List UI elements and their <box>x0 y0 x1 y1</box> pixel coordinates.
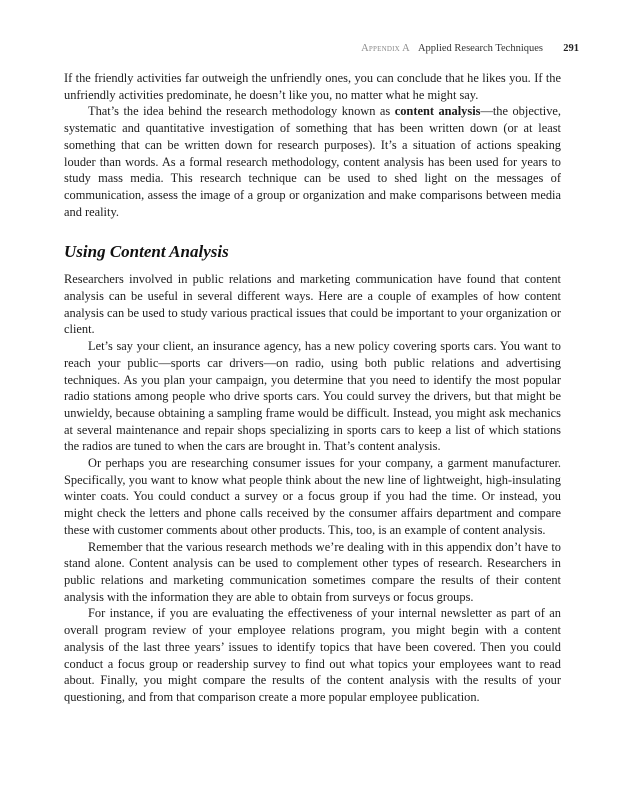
paragraph-text: That’s the idea behind the research methodology known as <box>88 104 395 119</box>
paragraph-text: —the objective, systematic and quantitative investigation of something that has been written down (or at least something that can be written down for research purposes). It’s a situation of actions speaking louder than words. As a formal research methodology, content analysis has been used for years to study mass media. This research technique can be used to shed light on the messages of communication, assess the image of a group or organization and make comparisons between media and reality. <box>64 104 561 219</box>
paragraph-complement: Remember that the various research methods we’re dealing with in this appendix don’t have to stand alone. Content analysis can be used to complement other types of research. Researchers in public relations and marketing communication sometimes compare the results of their content analysis with the information they are able to obtain from surveys or focus groups. <box>64 539 561 604</box>
paragraph-continued: If the friendly activities far outweigh the unfriendly ones, you can conclude that he likes you. If the unfriendly activities predominate, he doesn’t like you, no matter what he might say. <box>64 71 561 102</box>
key-term: content analysis <box>394 104 481 119</box>
paragraph-intro: Researchers involved in public relations and marketing communication have found that content analysis can be useful in several different ways. Here are a couple of examples of how content analysis can be used to study various practical issues that could be important to your organization or client. <box>64 272 561 337</box>
paragraph-garment-example: Or perhaps you are researching consumer issues for your company, a garment manufacturer. Specifically, you want to know what people think about the new line of lightweight, high-insulating winter coats. You could conduct a survey or a focus group if you had the time. Or instead, you might check the letters and phone calls received by the consumer affairs department and compare these with customer comments about other products. This, too, is an example of content analysis. <box>64 456 561 537</box>
paragraph-insurance-example: Let’s say your client, an insurance agency, has a new policy covering sports cars. You want to reach your public—sports car drivers—on radio, using both public relations and advertising techniques. As you plan your campaign, you determine that you need to identify the most popular radio stations among people who drive sports cars. You could survey the drivers, but that might be unwieldy, because obtaining a sampling frame would be difficult. Instead, you might ask mechanics at several maintenance and repair shops specializing in sports cars to keep a list of which stations the radios are tuned to when the cars are brought in. That’s content analysis. <box>64 339 561 454</box>
appendix-label: Appendix A <box>361 43 410 54</box>
paragraph-content-analysis-definition <box>64 103 561 220</box>
chapter-title: Applied Research Techniques <box>417 43 543 54</box>
running-head-text <box>361 42 543 56</box>
section-heading: Using Content Analysis <box>64 242 229 262</box>
page-body <box>64 70 561 706</box>
page-number: 291 <box>563 43 579 54</box>
running-head <box>64 42 579 56</box>
paragraph-newsletter-example: For instance, if you are evaluating the effectiveness of your internal newsletter as part of an overall program review of your employee relations program, you might begin with a content analysis of the last three years’ issues to identify topics that have been covered. Then you could conduct a focus group or readership survey to find out what topics your employees want to read about. Finally, you might compare the results of the content analysis with the results of your questioning, and from that comparison create a more popular employee publication. <box>64 606 561 704</box>
